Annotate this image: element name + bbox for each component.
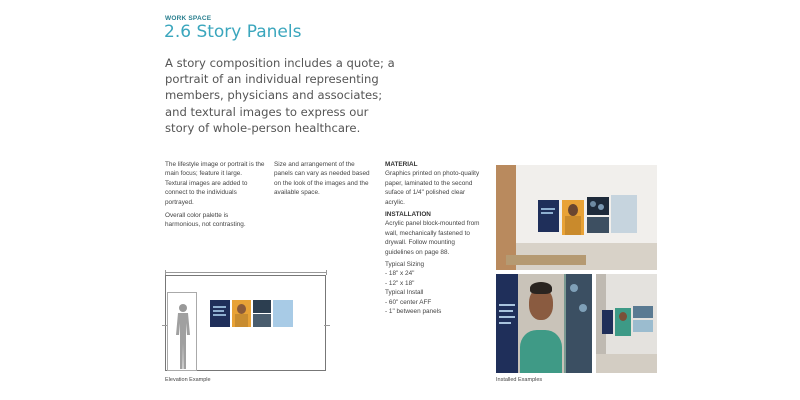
- column-lifestyle: [165, 160, 265, 234]
- install-item: - 60" center AFF: [385, 298, 432, 306]
- installed-photo-hallway: [596, 274, 657, 373]
- elevation-caption: Elevation Example: [165, 377, 211, 383]
- elevation-drawing: [162, 270, 330, 375]
- human-figure-icon: [172, 303, 194, 371]
- col1-paragraph-2: Overall color palette is harmonious, not contrasting.: [165, 212, 246, 229]
- panel-texture-mini-2: [253, 314, 271, 327]
- installation-text: Acrylic panel block-mounted from wall, mechanically fastened to drywall. Follow mounting guidelines on page 88.: [385, 220, 480, 256]
- installed-caption: Installed Examples: [496, 377, 543, 383]
- sizing-item: - 18" x 24": [385, 270, 415, 278]
- panel-texture-mini-1: [253, 300, 271, 313]
- intro-paragraph: A story composition includes a quote; a portrait of an individual representing members, physicians and associates; and textural images to express our story of whole-person healthcare.: [165, 56, 395, 135]
- sizing-heading: Typical Sizing: [385, 261, 425, 269]
- col2-paragraph-1: Size and arrangement of the panels can vary as needed based on the look of the images and the available space.: [274, 161, 370, 197]
- install-item: - 1" between panels: [385, 308, 442, 316]
- column-material: [385, 160, 480, 317]
- material-heading: MATERIAL: [385, 161, 418, 168]
- panel-quote-mini: [210, 300, 230, 327]
- install-heading: Typical Install: [385, 289, 424, 297]
- panel-portrait-mini: [232, 300, 251, 327]
- sizing-item: - 12" x 18": [385, 279, 415, 287]
- eyebrow-label: WORK SPACE: [165, 15, 212, 22]
- panel-texture-mini-3: [273, 300, 293, 327]
- installed-photo-room: [496, 165, 657, 270]
- installation-heading: INSTALLATION: [385, 211, 431, 219]
- page-title: 2.6 Story Panels: [164, 22, 302, 42]
- column-arrangement: [274, 160, 374, 202]
- material-text: Graphics printed on photo-quality paper, laminated to the second suface of 1/4" polished clear acrylic.: [385, 170, 480, 206]
- installed-photo-portrait: [496, 274, 592, 373]
- col1-paragraph-1: The lifestyle image or portrait is the main focus; feature it large. Textural images are added to connect to the individuals portrayed.: [165, 161, 265, 206]
